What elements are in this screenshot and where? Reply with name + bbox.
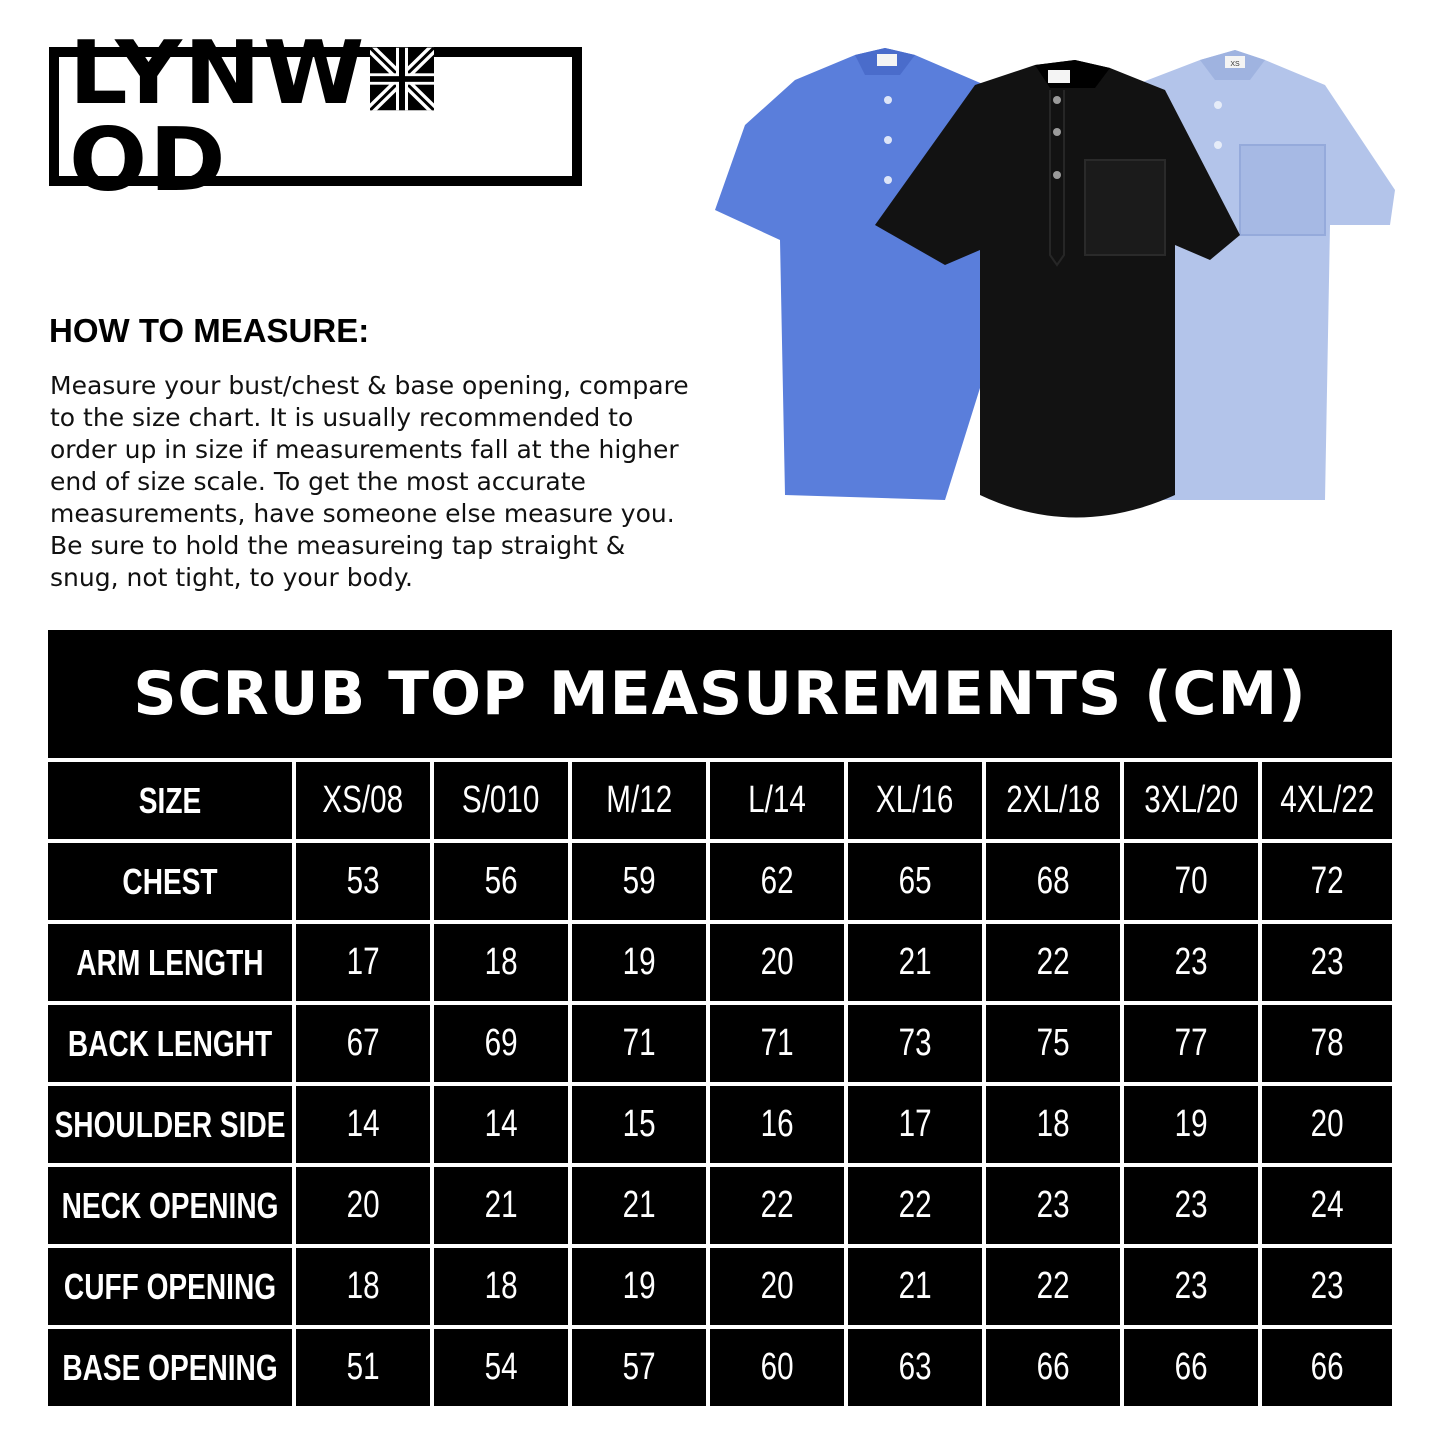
- value-cell: [848, 843, 982, 920]
- value-cell: [986, 1167, 1120, 1244]
- value-cell: [1124, 1167, 1258, 1244]
- value-cell: [1124, 1086, 1258, 1163]
- how-to-measure-body: [50, 370, 740, 594]
- row-label-cell: [48, 1005, 292, 1082]
- size-tag-label: XS: [1230, 61, 1240, 68]
- value-text: S/010: [462, 779, 540, 821]
- value-cell: [710, 924, 844, 1001]
- value-text: 17: [346, 941, 380, 983]
- value-text: 65: [898, 860, 932, 902]
- value-cell: [1124, 1005, 1258, 1082]
- row-label-text: BASE OPENING: [62, 1346, 278, 1388]
- value-text: 70: [1174, 860, 1208, 902]
- value-text: 22: [898, 1184, 932, 1226]
- value-text: 56: [484, 860, 518, 902]
- value-text: 68: [1036, 860, 1070, 902]
- brand-logo-right: OD: [69, 108, 228, 211]
- value-cell: [986, 1086, 1120, 1163]
- table-row: [48, 924, 1392, 1001]
- row-label-cell: [48, 924, 292, 1001]
- value-cell: [434, 1248, 568, 1325]
- value-cell: [434, 1086, 568, 1163]
- value-text: 66: [1036, 1346, 1070, 1388]
- value-text: 15: [622, 1103, 656, 1145]
- value-text: 4XL/22: [1280, 779, 1374, 821]
- value-text: 59: [622, 860, 656, 902]
- value-cell: [1262, 1167, 1392, 1244]
- value-text: 54: [484, 1346, 518, 1388]
- value-text: 62: [760, 860, 794, 902]
- value-cell: [434, 1005, 568, 1082]
- value-text: 20: [760, 1265, 794, 1307]
- value-cell: [572, 843, 706, 920]
- value-cell: [710, 1167, 844, 1244]
- union-flag-icon: [370, 47, 434, 110]
- value-text: 2XL/18: [1006, 779, 1100, 821]
- value-text: 23: [1174, 1265, 1208, 1307]
- value-text: 14: [484, 1103, 518, 1145]
- table-row: [48, 843, 1392, 920]
- value-text: 21: [898, 941, 932, 983]
- value-cell: [572, 1248, 706, 1325]
- value-cell: [434, 924, 568, 1001]
- how-to-line: Measure your bust/chest & base opening, compare: [50, 371, 689, 400]
- value-cell: [1262, 762, 1392, 839]
- value-cell: [572, 1005, 706, 1082]
- row-label-cell: [48, 762, 292, 839]
- value-text: 71: [622, 1022, 656, 1064]
- table-row: [48, 1248, 1392, 1325]
- row-label-cell: [48, 1167, 292, 1244]
- value-text: 20: [1310, 1103, 1344, 1145]
- value-cell: [296, 1086, 430, 1163]
- value-text: 19: [1174, 1103, 1208, 1145]
- value-cell: [572, 1329, 706, 1406]
- value-text: 19: [622, 941, 656, 983]
- value-text: 23: [1174, 1184, 1208, 1226]
- value-cell: [1124, 762, 1258, 839]
- brand-logo-text: [69, 21, 562, 211]
- how-to-line: order up in size if measurements fall at the higher: [50, 435, 679, 464]
- brand-logo: [49, 21, 582, 211]
- value-text: 23: [1174, 941, 1208, 983]
- value-cell: [986, 924, 1120, 1001]
- value-cell: [572, 1086, 706, 1163]
- value-text: 20: [760, 941, 794, 983]
- row-label-cell: [48, 843, 292, 920]
- table-row: [48, 1167, 1392, 1244]
- size-tag-black: [1048, 70, 1070, 83]
- value-cell: [572, 762, 706, 839]
- value-text: 21: [898, 1265, 932, 1307]
- value-cell: [986, 1248, 1120, 1325]
- value-text: 66: [1174, 1346, 1208, 1388]
- value-text: 75: [1036, 1022, 1070, 1064]
- value-cell: [296, 1167, 430, 1244]
- value-cell: [710, 762, 844, 839]
- value-cell: [848, 1248, 982, 1325]
- value-cell: [848, 762, 982, 839]
- size-chart-grid: [48, 762, 1392, 1406]
- value-text: 3XL/20: [1144, 779, 1238, 821]
- size-chart-title: SCRUB TOP MEASUREMENTS (CM): [48, 630, 1392, 758]
- value-cell: [848, 1005, 982, 1082]
- value-text: 22: [760, 1184, 794, 1226]
- value-cell: [1262, 1005, 1392, 1082]
- value-cell: [986, 762, 1120, 839]
- value-cell: [1124, 843, 1258, 920]
- value-text: 78: [1310, 1022, 1344, 1064]
- value-text: 16: [760, 1103, 794, 1145]
- value-text: 60: [760, 1346, 794, 1388]
- value-cell: [572, 924, 706, 1001]
- row-label-text: NECK OPENING: [61, 1184, 279, 1226]
- value-text: 14: [346, 1103, 380, 1145]
- value-cell: [1262, 843, 1392, 920]
- value-text: 77: [1174, 1022, 1208, 1064]
- value-text: 73: [898, 1022, 932, 1064]
- value-cell: [296, 1329, 430, 1406]
- value-text: 71: [760, 1022, 794, 1064]
- table-row: [48, 1086, 1392, 1163]
- how-to-line: snug, not tight, to your body.: [50, 563, 413, 592]
- value-cell: [848, 924, 982, 1001]
- value-text: 23: [1310, 941, 1344, 983]
- value-cell: [1262, 1248, 1392, 1325]
- value-cell: [848, 1329, 982, 1406]
- value-cell: [1262, 1329, 1392, 1406]
- value-cell: [296, 843, 430, 920]
- value-text: 69: [484, 1022, 518, 1064]
- value-text: 19: [622, 1265, 656, 1307]
- row-label-text: SIZE: [138, 779, 202, 821]
- value-cell: [1124, 1329, 1258, 1406]
- value-cell: [434, 1167, 568, 1244]
- value-text: XL/16: [876, 779, 954, 821]
- how-to-line: end of size scale. To get the most accurate: [50, 467, 586, 496]
- how-to-line: Be sure to hold the measureing tap straight &: [50, 531, 626, 560]
- value-cell: [1262, 924, 1392, 1001]
- value-cell: [1124, 1248, 1258, 1325]
- product-image-shirts: [705, 40, 1405, 540]
- value-cell: [296, 1248, 430, 1325]
- value-text: 23: [1036, 1184, 1070, 1226]
- size-tag-blue: [877, 54, 897, 66]
- brand-logo-inner: [59, 21, 572, 211]
- value-cell: [710, 1005, 844, 1082]
- value-text: 24: [1310, 1184, 1344, 1226]
- row-label-cell: [48, 1248, 292, 1325]
- value-cell: [848, 1086, 982, 1163]
- value-text: 51: [346, 1346, 380, 1388]
- value-text: M/12: [606, 779, 672, 821]
- value-text: 22: [1036, 1265, 1070, 1307]
- value-text: 23: [1310, 1265, 1344, 1307]
- value-text: 18: [346, 1265, 380, 1307]
- row-label-text: ARM LENGTH: [76, 941, 264, 983]
- row-label-cell: [48, 1086, 292, 1163]
- value-text: XS/08: [322, 779, 404, 821]
- value-text: L/14: [748, 779, 806, 821]
- value-cell: [434, 762, 568, 839]
- value-cell: [572, 1167, 706, 1244]
- value-cell: [710, 843, 844, 920]
- value-cell: [296, 1005, 430, 1082]
- value-cell: [434, 1329, 568, 1406]
- value-text: 63: [898, 1346, 932, 1388]
- value-cell: [710, 1329, 844, 1406]
- value-cell: [848, 1167, 982, 1244]
- value-cell: [1262, 1086, 1392, 1163]
- value-cell: [710, 1248, 844, 1325]
- value-text: 20: [346, 1184, 380, 1226]
- value-cell: [1124, 924, 1258, 1001]
- value-text: 57: [622, 1346, 656, 1388]
- table-row: [48, 1005, 1392, 1082]
- row-label-text: BACK LENGHT: [67, 1022, 273, 1064]
- brand-logo-left: LYNW: [69, 21, 367, 124]
- value-text: 17: [898, 1103, 932, 1145]
- value-text: 66: [1310, 1346, 1344, 1388]
- row-label-text: CUFF OPENING: [63, 1265, 277, 1307]
- header-row: [48, 762, 1392, 839]
- value-text: 18: [484, 1265, 518, 1307]
- value-text: 72: [1310, 860, 1344, 902]
- how-to-line: measurements, have someone else measure you.: [50, 499, 675, 528]
- table-row: [48, 1329, 1392, 1406]
- value-cell: [434, 843, 568, 920]
- value-cell: [986, 1329, 1120, 1406]
- how-to-line: to the size chart. It is usually recommended to: [50, 403, 634, 432]
- row-label-text: CHEST: [122, 860, 218, 902]
- value-cell: [296, 924, 430, 1001]
- value-text: 18: [484, 941, 518, 983]
- row-label-text: SHOULDER SIDE: [54, 1103, 286, 1145]
- row-label-cell: [48, 1329, 292, 1406]
- value-text: 53: [346, 860, 380, 902]
- value-text: 22: [1036, 941, 1070, 983]
- value-cell: [710, 1086, 844, 1163]
- size-chart: [48, 630, 1392, 1410]
- value-text: 21: [484, 1184, 518, 1226]
- value-text: 21: [622, 1184, 656, 1226]
- value-text: 67: [346, 1022, 380, 1064]
- value-text: 18: [1036, 1103, 1070, 1145]
- how-to-measure-title: HOW TO MEASURE:: [49, 312, 370, 349]
- value-cell: [296, 762, 430, 839]
- value-cell: [986, 843, 1120, 920]
- value-cell: [986, 1005, 1120, 1082]
